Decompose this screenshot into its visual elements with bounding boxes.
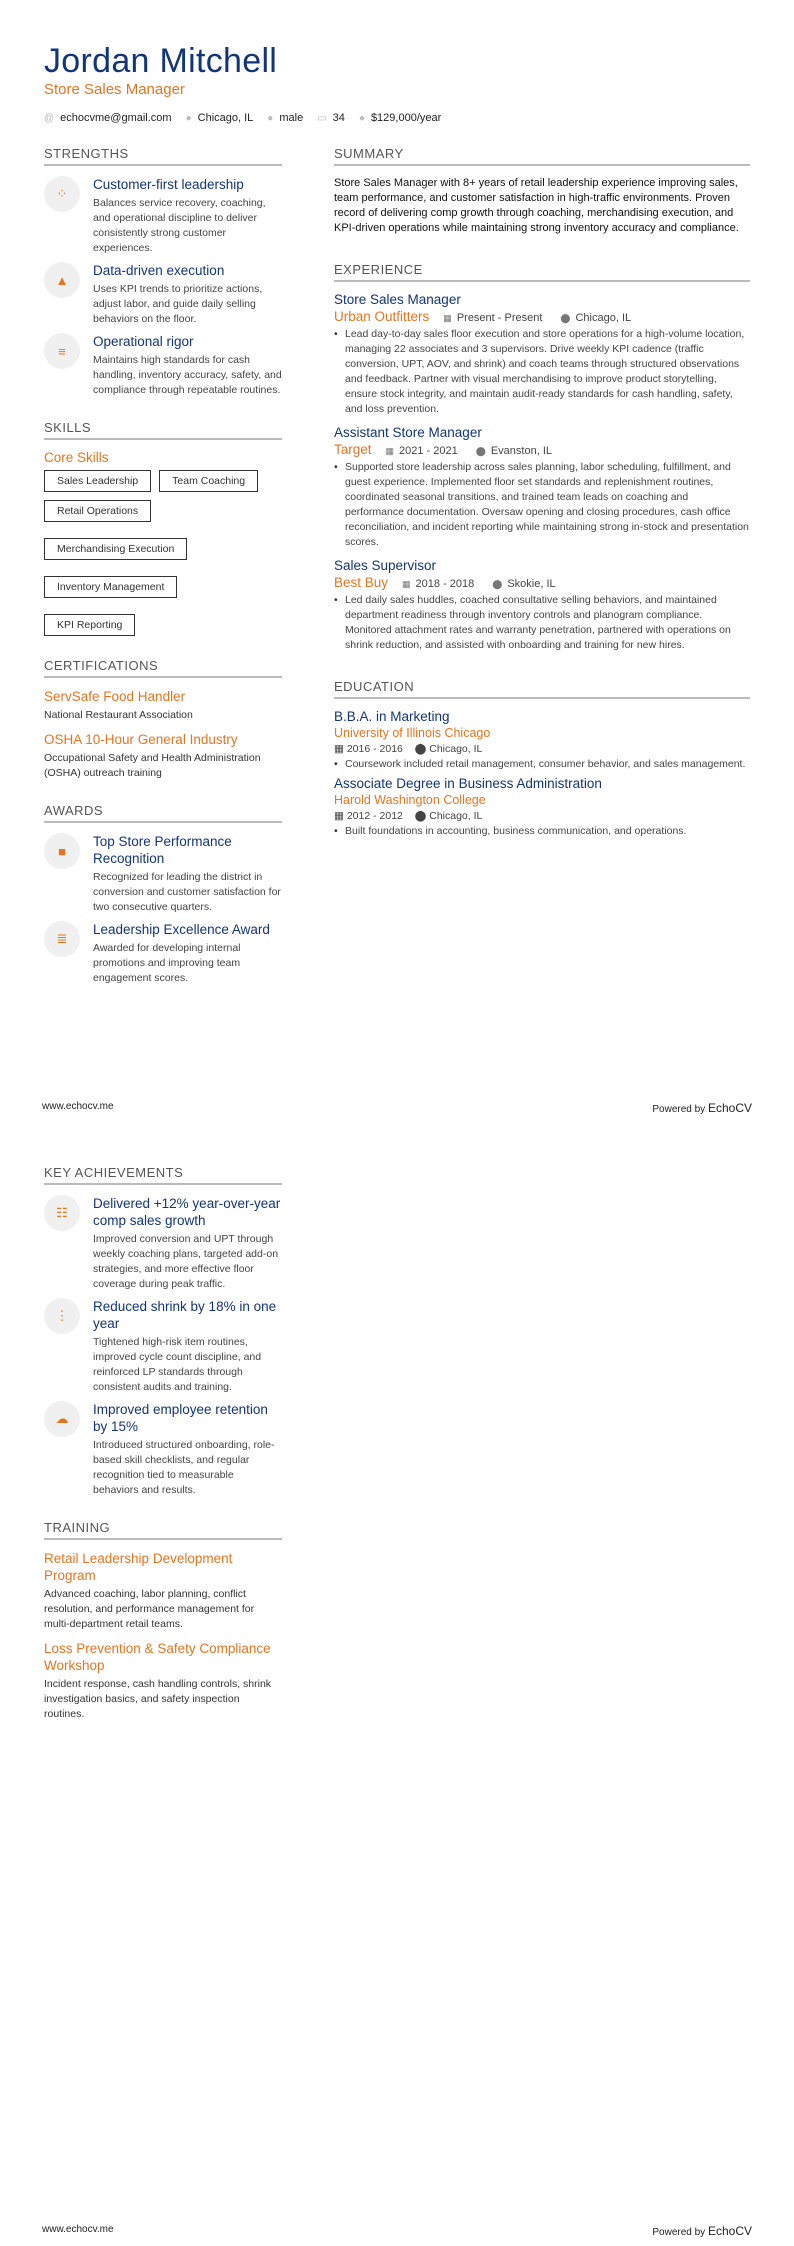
job-entry: Assistant Store Manager Target ▦ 2021 - 2021 ⬤ Evanston, IL • Supported store leadership across sales planning, labor scheduling, fulfillment, and guest experience. Implemented floor set standards and replenishment routines, coordinated seasonal transitions, and trained team leads on coaching and performance documentation. Oversaw opening and closing procedures, cash office reconciliation, and incident reporting while maintaining strong in-stock and presentation scores. bbox=[334, 425, 750, 550]
section-heading: STRENGTHS bbox=[44, 146, 282, 166]
cloud-icon: ☁ bbox=[44, 1401, 80, 1437]
cert-issuer: Occupational Safety and Health Administration (OSHA) outreach training bbox=[44, 752, 261, 779]
training-section bbox=[44, 1520, 282, 1722]
contact-bar bbox=[44, 112, 750, 124]
summary-text: Store Sales Manager with 8+ years of retail leadership experience improving sales, team performance, and customer satisfaction in high-traffic environments. Proven record of delivering comp growth through coaching, merchandising execution, and KPI-driven operations while maintaining strong inventory accuracy and compliance. bbox=[334, 177, 739, 234]
list-icon: ≣ bbox=[44, 921, 80, 957]
location-pin-icon: ⬤ bbox=[414, 743, 430, 755]
skill-tag: Inventory Management bbox=[44, 576, 177, 598]
strength-item: ▲ Data-driven execution Uses KPI trends to prioritize actions, adjust labor, and guide daily selling behaviors on the floor. bbox=[44, 262, 282, 327]
location-pin-icon: ⬤ bbox=[492, 579, 503, 589]
location-pin-icon: ⬤ bbox=[560, 313, 571, 323]
experience-section bbox=[334, 262, 750, 653]
strength-item: ≡ Operational rigor Maintains high standards for cash handling, inventory accuracy, safety, and compliance through repeatable routines. bbox=[44, 333, 282, 398]
calendar-icon: ▦ bbox=[443, 313, 452, 323]
location-pin-icon: ⬤ bbox=[475, 446, 486, 456]
resume-page-2 bbox=[0, 1123, 794, 2246]
candidate-title: Store Sales Manager bbox=[44, 81, 185, 98]
align-left-icon: ≡ bbox=[44, 333, 80, 369]
section-heading: EDUCATION bbox=[334, 679, 750, 699]
company: Urban Outfitters bbox=[334, 309, 430, 324]
section-heading: AWARDS bbox=[44, 803, 282, 823]
cert-issuer: National Restaurant Association bbox=[44, 709, 193, 721]
skill-group-title: Core Skills bbox=[44, 450, 109, 465]
contact-age: ▭ 34 bbox=[317, 112, 345, 124]
section-heading: EXPERIENCE bbox=[334, 262, 750, 282]
cert-title: ServSafe Food Handler bbox=[44, 689, 186, 704]
at-icon: @ bbox=[44, 113, 55, 124]
page-footer bbox=[42, 2224, 752, 2238]
achievement-item: ☷ Delivered +12% year-over-year comp sales growth Improved conversion and UPT through weekly coaching plans, targeted add-on strategies, and more effective floor coverage during peak traffic. bbox=[44, 1195, 282, 1292]
site-link[interactable]: www.echocv.me bbox=[42, 2224, 114, 2235]
training-title: Loss Prevention & Safety Compliance Workshop bbox=[44, 1641, 271, 1673]
skills-section bbox=[44, 420, 282, 636]
powered-by: Powered by EchoCV bbox=[652, 2224, 752, 2238]
skill-tag: KPI Reporting bbox=[44, 614, 135, 636]
page-footer bbox=[42, 1101, 752, 1115]
skill-tag: Merchandising Execution bbox=[44, 538, 187, 560]
education-section bbox=[334, 679, 750, 839]
contact-location: ● Chicago, IL bbox=[185, 112, 254, 124]
contact-salary: ● $129,000/year bbox=[358, 112, 442, 124]
section-heading: CERTIFICATIONS bbox=[44, 658, 282, 678]
calendar-icon: ▦ bbox=[385, 446, 395, 456]
strengths-section bbox=[44, 146, 282, 398]
company: Best Buy bbox=[334, 575, 389, 590]
section-heading: SUMMARY bbox=[334, 146, 750, 166]
skill-tag: Retail Operations bbox=[44, 500, 151, 522]
achievement-item: ⋮ Reduced shrink by 18% in one year Tightened high-risk item routines, improved cycle count discipline, and reinforced LP standards through consistent audits and training. bbox=[44, 1298, 282, 1395]
section-heading: SKILLS bbox=[44, 420, 282, 440]
job-entry: Store Sales Manager Urban Outfitters ▦ Present - Present ⬤ Chicago, IL • Lead day-to-day sales floor execution and store operations for a high-volume location, managing 22 associates and 3 supervisors. Drive weekly KPI cadence (traffic conversion, UPT, AOV, and shrink) and coach teams through structured observations and feedback. Partner with visual merchandising to improve product storytelling, ensure stock integrity, and maintain audit-ready standards for cash handling, safety, and loss prevention. bbox=[334, 292, 750, 417]
achievements-section bbox=[44, 1165, 282, 1498]
training-title: Retail Leadership Development Program bbox=[44, 1551, 233, 1583]
calendar-icon: ▦ bbox=[402, 579, 411, 589]
file-dollar-icon: ■ bbox=[44, 833, 80, 869]
skill-tag: Team Coaching bbox=[159, 470, 258, 492]
section-heading: TRAINING bbox=[44, 1520, 282, 1540]
cake-icon: ▲ bbox=[44, 262, 80, 298]
job-entry: Sales Supervisor Best Buy ▦ 2018 - 2018 ⬤ Skokie, IL • Led daily sales huddles, coached consultative selling behaviors, and maintained department readiness through inventory controls and planogram compliance. Monitored attachment rates and warranty penetration, partnered with operations on shrink reduction, and assisted with onboarding and training for new hires. bbox=[334, 558, 750, 653]
location-pin-icon: ● bbox=[185, 113, 192, 124]
strength-item: ⁘ Customer-first leadership Balances service recovery, coaching, and operational discipline to deliver consistently strong customer experiences. bbox=[44, 176, 282, 256]
education-entry: Associate Degree in Business Administration Harold Washington College ▦ 2012 - 2012 ⬤ Chicago, IL • Built foundations in accounting, business communication, and operations. bbox=[334, 776, 750, 839]
sliders-icon: ☷ bbox=[44, 1195, 80, 1231]
certifications-section bbox=[44, 658, 282, 781]
calendar-icon: ▦ bbox=[334, 743, 347, 755]
company: Target bbox=[334, 442, 372, 457]
awards-section bbox=[44, 803, 282, 986]
site-link[interactable]: www.echocv.me bbox=[42, 1101, 114, 1112]
network-icon: ⁘ bbox=[44, 176, 80, 212]
powered-by: Powered by EchoCV bbox=[652, 1101, 752, 1115]
calendar-icon: ▦ bbox=[334, 810, 347, 822]
user-icon: ● bbox=[267, 113, 274, 124]
dollar-icon: ● bbox=[358, 113, 365, 124]
education-entry: B.B.A. in Marketing University of Illinois Chicago ▦ 2016 - 2016 ⬤ Chicago, IL • Coursework included retail management, consumer behavior, and sales management. bbox=[334, 709, 750, 772]
calendar-icon: ▭ bbox=[317, 113, 327, 124]
dots-vertical-icon: ⋮ bbox=[44, 1298, 80, 1334]
award-item: ≣ Leadership Excellence Award Awarded for developing internal promotions and improving team engagement scores. bbox=[44, 921, 282, 986]
contact-gender: ● male bbox=[267, 112, 304, 124]
location-pin-icon: ⬤ bbox=[414, 810, 430, 822]
achievement-item: ☁ Improved employee retention by 15% Introduced structured onboarding, role-based skill checklists, and regular recognition tied to measurable behaviors and results. bbox=[44, 1401, 282, 1498]
skill-tag: Sales Leadership bbox=[44, 470, 151, 492]
training-desc: Incident response, cash handling controls, shrink investigation basics, and safety inspection routines. bbox=[44, 1678, 272, 1720]
summary-section bbox=[334, 146, 750, 236]
section-heading: KEY ACHIEVEMENTS bbox=[44, 1165, 282, 1185]
award-item: ■ Top Store Performance Recognition Recognized for leading the district in conversion and customer satisfaction for two consecutive quarters. bbox=[44, 833, 282, 915]
contact-email[interactable]: @ echocvme@gmail.com bbox=[44, 112, 172, 124]
cert-title: OSHA 10-Hour General Industry bbox=[44, 732, 238, 747]
training-desc: Advanced coaching, labor planning, conflict resolution, and performance management for multi-department retail teams. bbox=[44, 1588, 255, 1630]
candidate-name: Jordan Mitchell bbox=[44, 42, 278, 80]
